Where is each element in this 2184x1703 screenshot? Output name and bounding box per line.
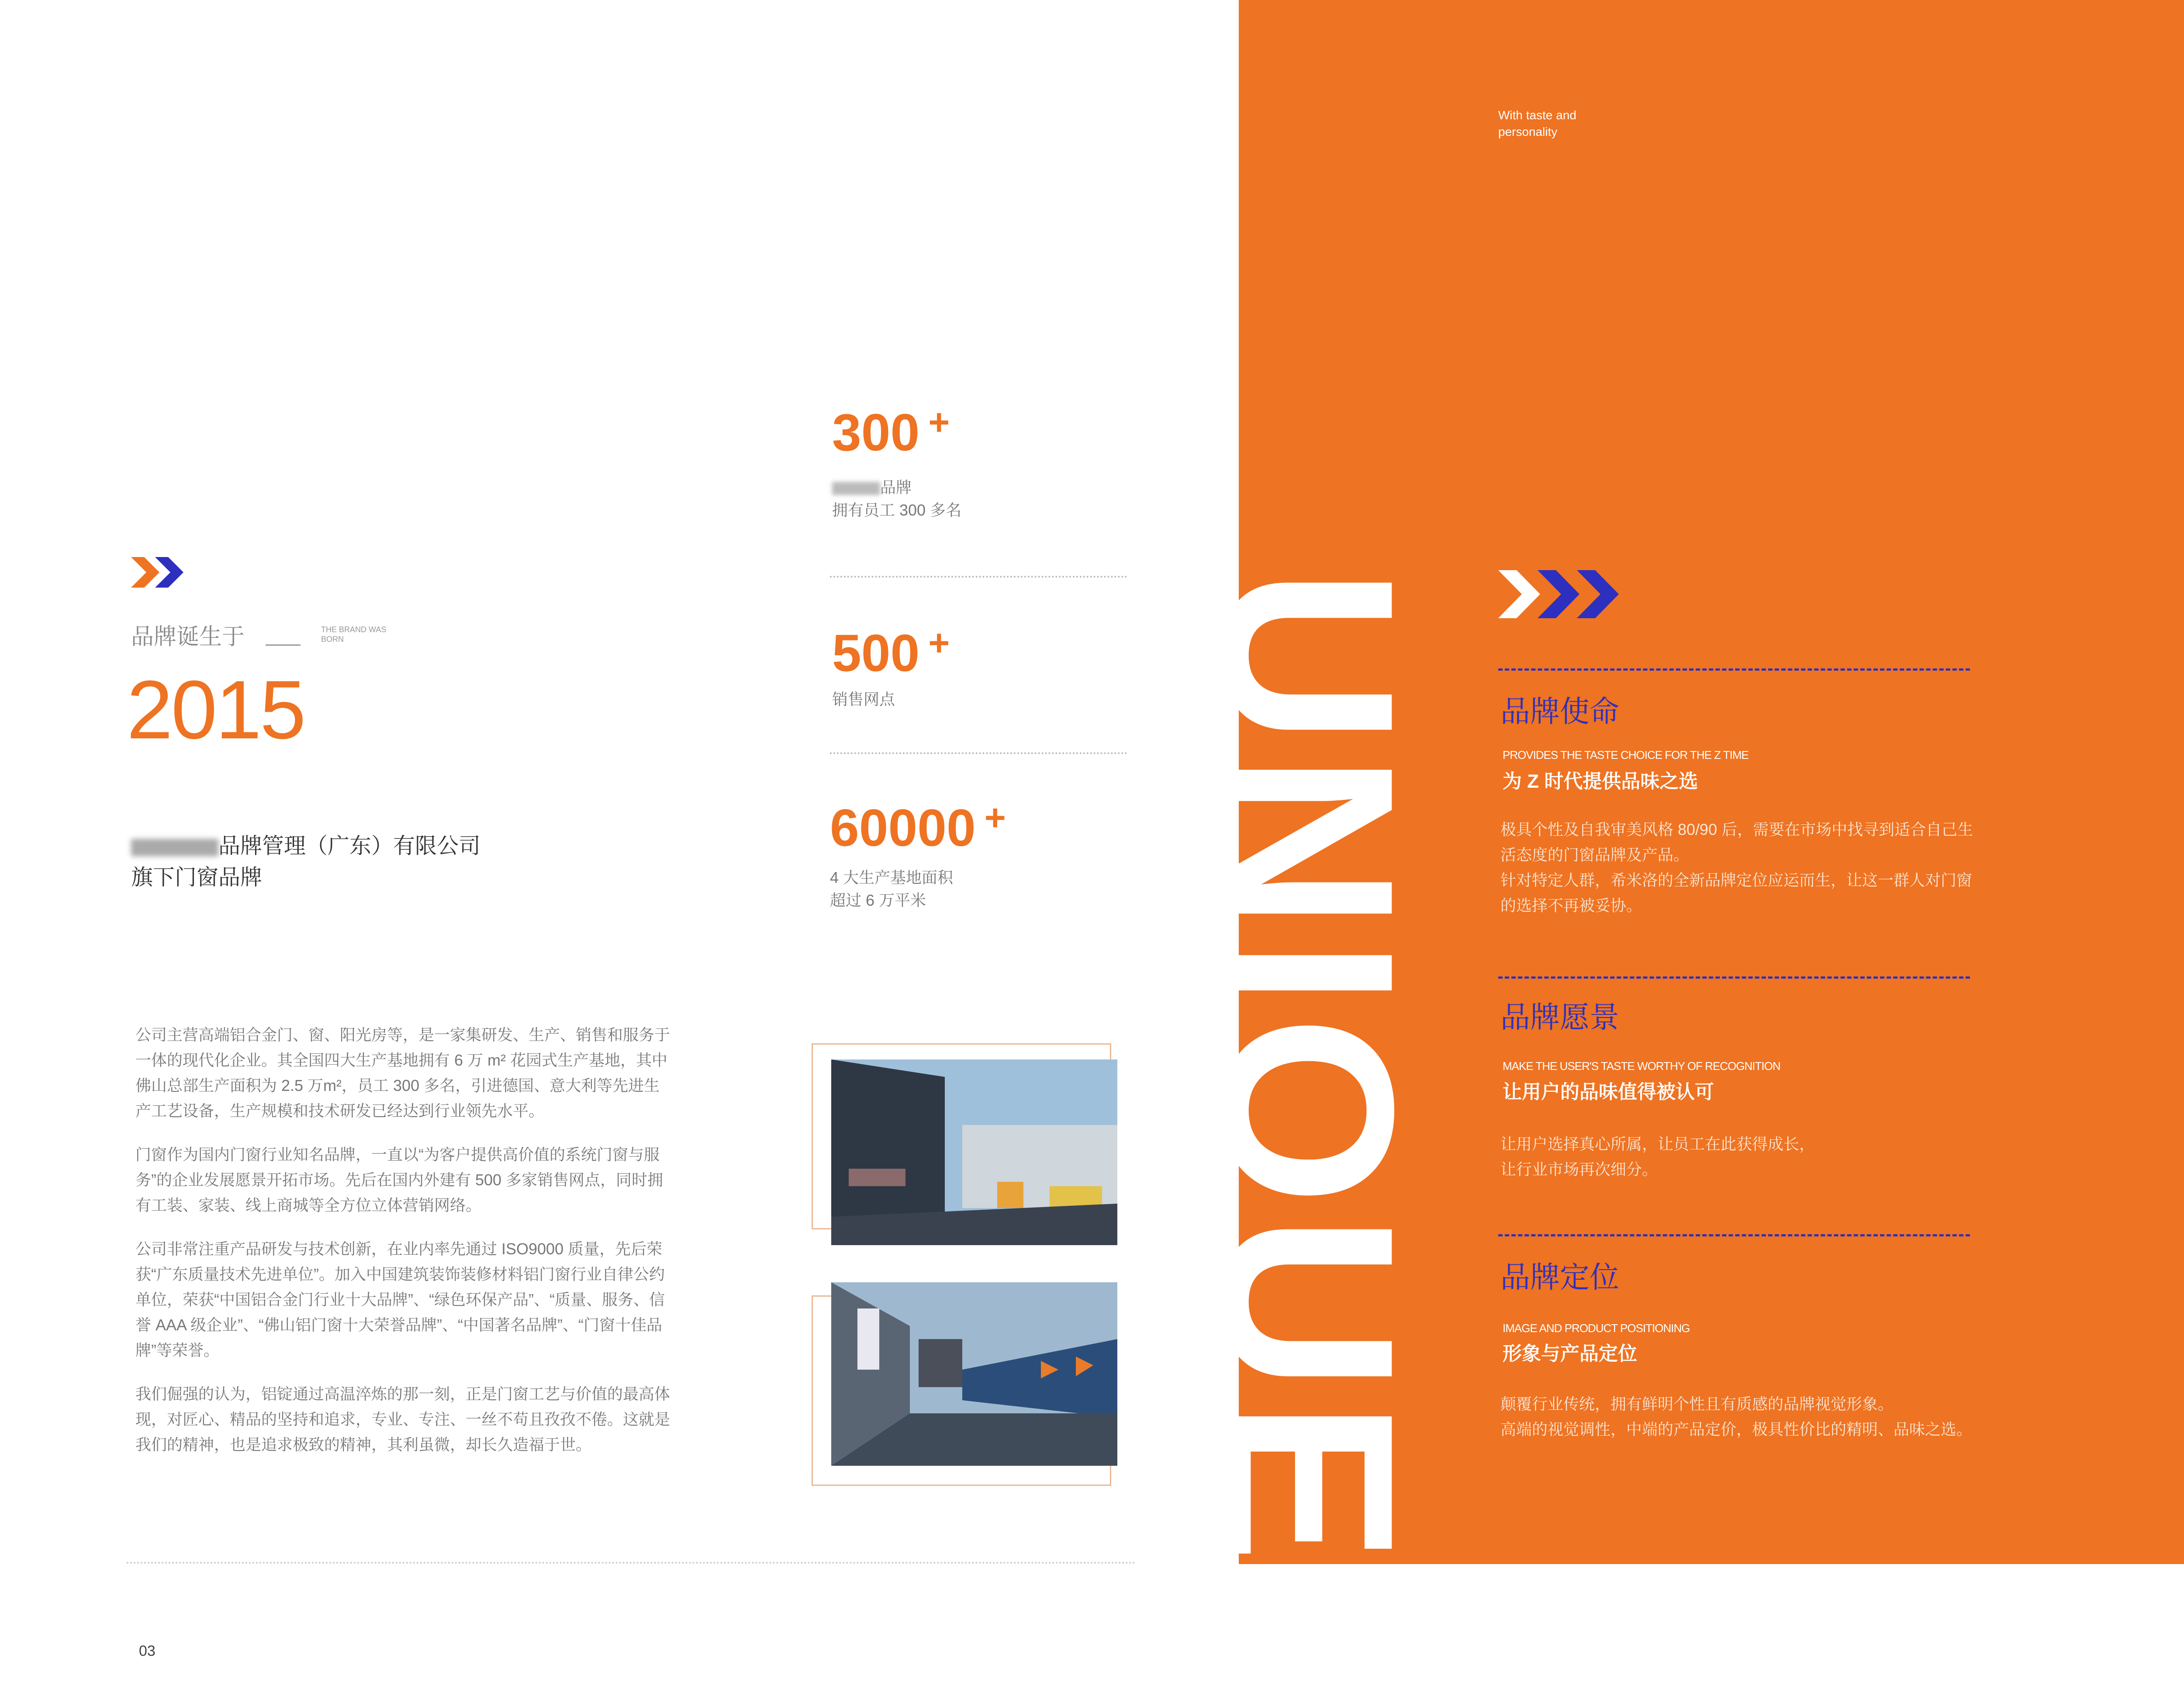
company-description [135,1022,673,1476]
divider [1498,976,1970,979]
storefront-photo [831,1059,1117,1245]
paragraph: 门窗作为国内门窗行业知名品牌，一直以“为客户提供高价值的系统门窗与服务”的企业发展愿景开拓市场。先后在国内外建有 500 多家销售网点，同时拥有工装、家装、线上商城等全方位立体营销网络。 [135,1146,663,1214]
section-title: 品牌愿景 [1500,1001,1620,1034]
stat-area: 60000 + 4 大生产基地面积 超过 6 万平米 [830,797,1006,909]
unique-word: UNIQUE [1171,568,1445,1572]
divider [1498,1234,1970,1236]
section-body: 让用户选择真心所属，让员工在此获得成长， 让行业市场再次细分。 [1500,1135,1815,1178]
paragraph: 我们倔强的认为，铝锭通过高温淬炼的那一刻，正是门窗工艺与价值的最高体现，对匠心、精品的坚持和追求，专业、专注、一丝不苟且孜孜不倦。这就是我们的精神，也是追求极致的精神，其利虽微，却长久造福于世。 [135,1385,670,1454]
section-subtitle: 让用户的品味值得被认可 [1503,1081,1714,1103]
section-body: 极具个性及自我审美风格 80/90 后，需要在市场中找寻到适合自己生活态度的门窗品牌及产品。 针对特定人群，希米洛的全新品牌定位应运而生，让这一群人对门窗的选择不再被妥协。 [1500,820,1973,914]
section-en: IMAGE AND PRODUCT POSITIONING [1503,1322,1690,1335]
stat-employees: 300 + 品牌 拥有员工 300 多名 [832,402,962,519]
section-body: 颠覆行业传统，拥有鲜明个性且有质感的品牌视觉形象。 高端的视觉调性，中端的产品定价，极具性价比的精明、品味之选。 [1500,1395,1973,1438]
footer-divider [127,1562,1136,1564]
section-title: 品牌定位 [1500,1261,1620,1294]
stat-outlets: 500 + 销售网点 [832,622,950,708]
divider [830,576,1127,578]
double-chevron-icon [131,557,192,588]
company-name: 品牌管理（广东）有限公司 旗下门窗品牌 [131,834,480,890]
divider [1498,668,1970,671]
divider [266,644,301,646]
brand-born-en: THE BRAND WAS BORN [321,625,387,644]
paragraph: 公司非常注重产品研发与技术创新，在业内率先通过 ISO9000 质量，先后荣获“广东质量技术先进单位”。加入中国建筑装饰装修材料铝门窗行业自律公约单位，荣获“中国铝合金门行业十大品牌”、“绿色环保产品”、“质量、服务、信誉 AAA 级企业”、“佛山铝门窗十大荣誉品牌”、“中国著名品牌”、“门窗十佳品牌”等荣誉。 [135,1240,665,1359]
section-en: MAKE THE USER'S TASTE WORTHY OF RECOGNITION [1503,1059,1780,1073]
divider [830,752,1127,754]
paragraph: 公司主营高端铝合金门、窗、阳光房等，是一家集研发、生产、销售和服务于一体的现代化企业。其全国四大生产基地拥有 6 万 m² 花园式生产基地，其中佛山总部生产面积为 2.5 万m²，员工 300 多名，引进德国、意大利等先进生产工艺设备，生产规模和技术研发已经达到行业领先水平。 [135,1026,670,1120]
tagline: With taste and personality [1498,108,1576,138]
brand-born-label: 品牌诞生于 [131,624,245,650]
corridor-photo [831,1282,1117,1466]
blurred-brand [131,839,218,856]
section-title: 品牌使命 [1500,695,1620,728]
triple-chevron-icon [1498,570,1621,618]
section-subtitle: 为 Z 时代提供品味之选 [1503,771,1698,792]
section-en: PROVIDES THE TASTE CHOICE FOR THE Z TIME [1503,748,1749,762]
founding-year: 2015 [127,664,304,756]
section-subtitle: 形象与产品定位 [1503,1343,1637,1364]
page-number: 03 [139,1643,156,1659]
